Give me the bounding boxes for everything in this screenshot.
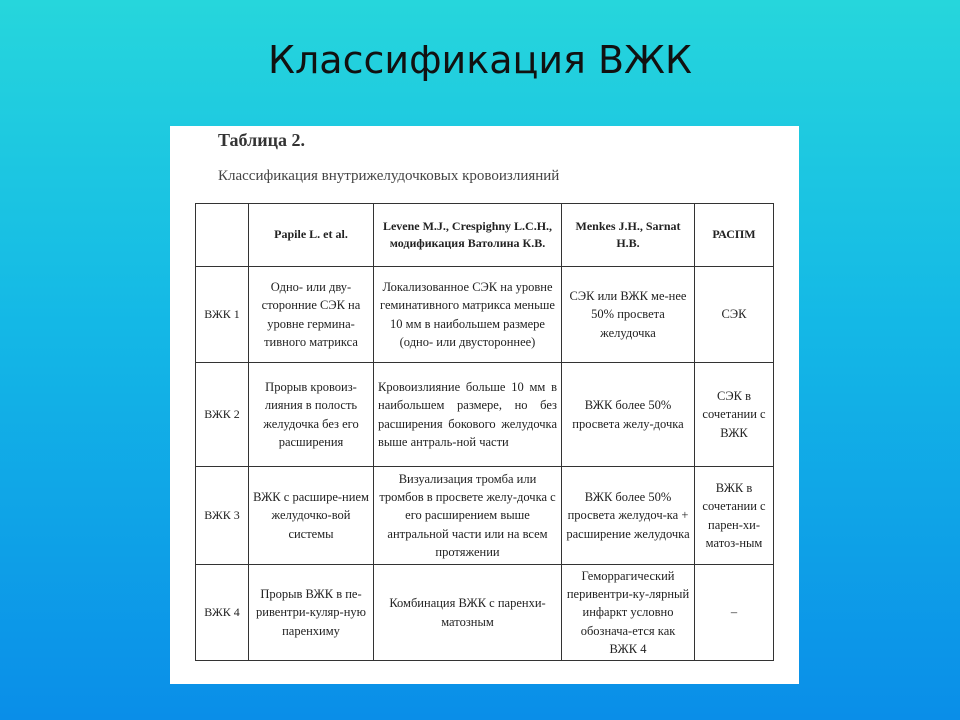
levene-cell: Кровоизлияние больше 10 мм в наибольшем размере, но без расширения бокового желудочка выше антраль-ной части: [374, 363, 562, 467]
table-header-row: [196, 204, 774, 267]
papile-cell: Одно- или дву-сторонние СЭК на уровне гермина-тивного матрикса: [249, 267, 374, 363]
table-row: [196, 267, 774, 363]
levene-cell: Визуализация тромба или тромбов в просвете желу-дочка с его расширением выше антральной части или на всем протяжении: [374, 467, 562, 565]
raspm-cell: ВЖК в сочетании с парен-хи-матоз-ным: [695, 467, 774, 565]
papile-cell: ВЖК с расшире-нием желудочко-вой системы: [249, 467, 374, 565]
menkes-cell: ВЖК более 50% просвета желу-дочка: [562, 363, 695, 467]
menkes-cell: Геморрагический перивентри-ку-лярный инфаркт условно обознача-ется как ВЖК 4: [562, 565, 695, 661]
grade-cell: ВЖК 2: [196, 363, 249, 467]
levene-cell: Локализованное СЭК на уровне геминативного матрикса меньше 10 мм в наибольшем размере (одно- или двустороннее): [374, 267, 562, 363]
grade-cell: ВЖК 4: [196, 565, 249, 661]
table-row: [196, 565, 774, 661]
raspm-cell: СЭК в сочетании с ВЖК: [695, 363, 774, 467]
table-heading: Таблица 2.: [218, 130, 305, 150]
header-levene: Levene M.J., Crespighny L.C.H., модификация Ватолина К.В.: [374, 204, 562, 267]
header-raspm: РАСПМ: [695, 204, 774, 267]
papile-cell: Прорыв ВЖК в пе-ривентри-куляр-ную паренхиму: [249, 565, 374, 661]
classification-table: [195, 203, 774, 661]
menkes-cell: ВЖК более 50% просвета желудоч-ка + расширение желудочка: [562, 467, 695, 565]
menkes-cell: СЭК или ВЖК ме-нее 50% просвета желудочка: [562, 267, 695, 363]
header-empty: [196, 204, 249, 267]
grade-cell: ВЖК 1: [196, 267, 249, 363]
table-caption: Классификация внутрижелудочковых кровоизлияний: [218, 168, 560, 184]
slide-title: Классификация ВЖК: [268, 38, 692, 82]
header-menkes: Menkes J.H., Sarnat H.B.: [562, 204, 695, 267]
document-image: [170, 126, 799, 684]
table-row: [196, 363, 774, 467]
raspm-cell: –: [695, 565, 774, 661]
table-row: [196, 467, 774, 565]
raspm-cell: СЭК: [695, 267, 774, 363]
grade-cell: ВЖК 3: [196, 467, 249, 565]
header-papile: Papile L. et al.: [249, 204, 374, 267]
papile-cell: Прорыв кровоиз-лияния в полость желудочка без его расширения: [249, 363, 374, 467]
levene-cell: Комбинация ВЖК с паренхи-матозным: [374, 565, 562, 661]
